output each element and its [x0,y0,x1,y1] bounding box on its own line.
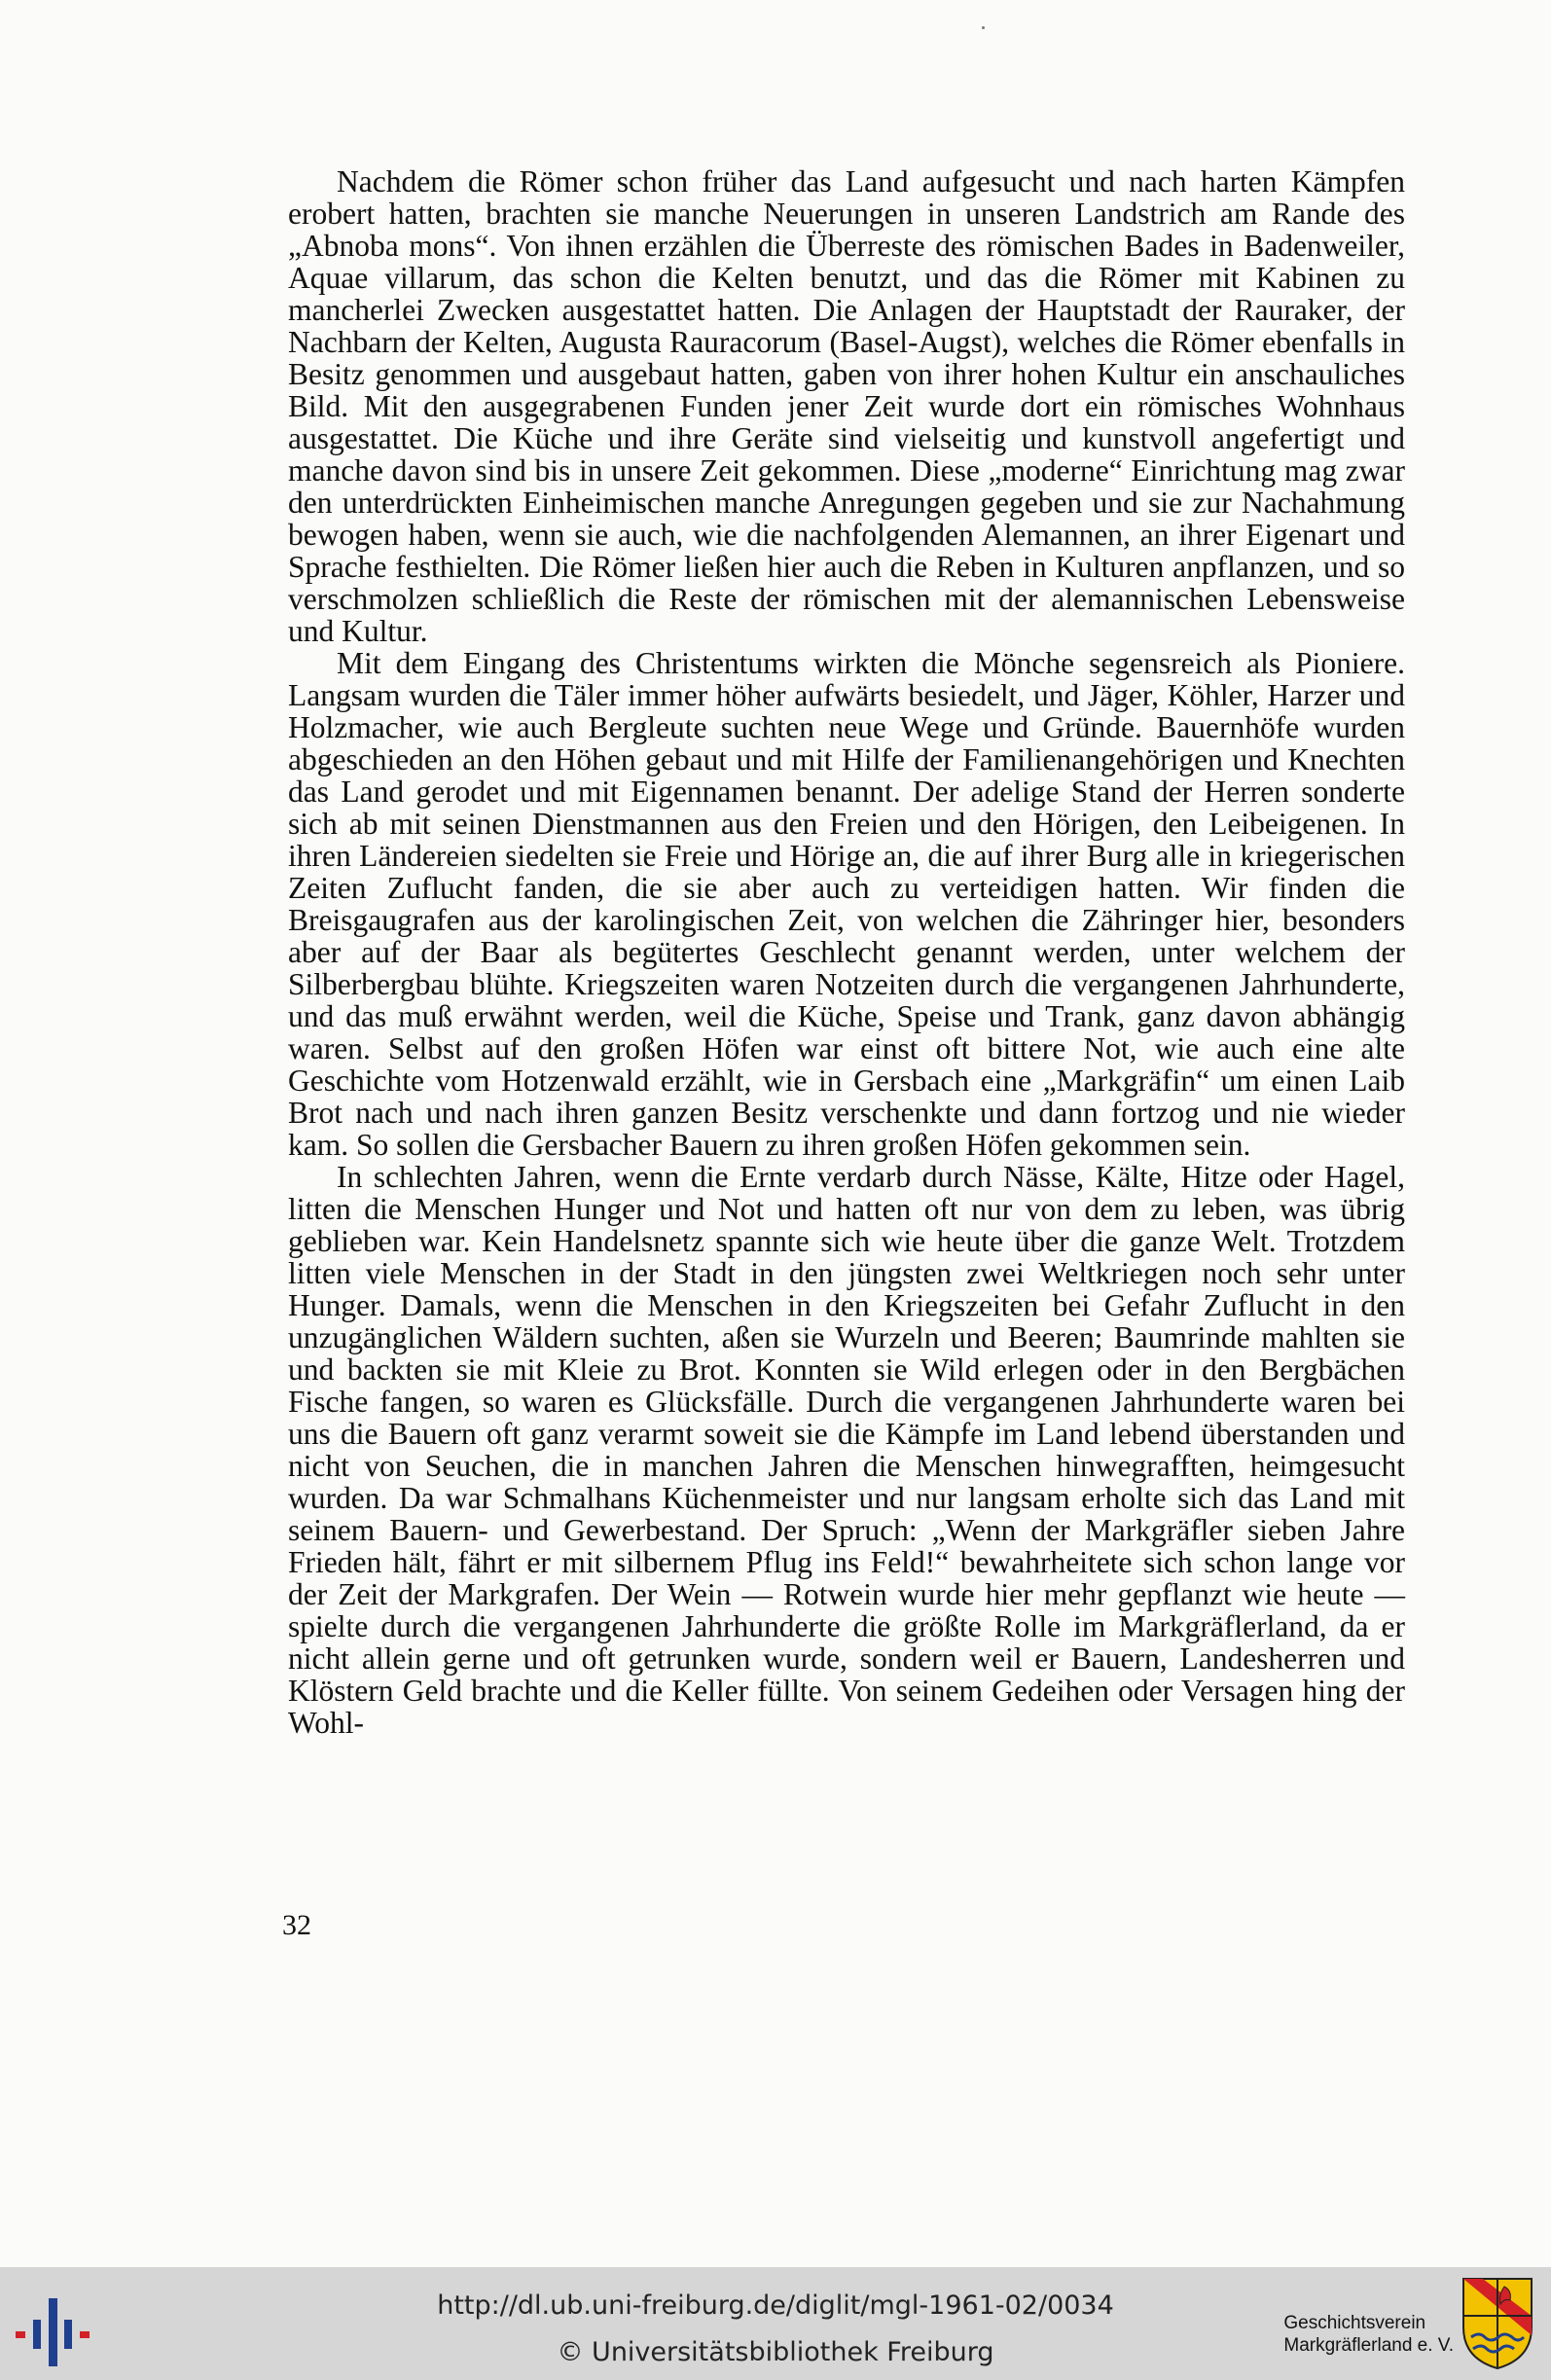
footer-bar [0,2267,1551,2380]
society-name[interactable] [1283,2312,1454,2357]
coat-of-arms-icon[interactable] [1461,2277,1533,2370]
paragraph-3: In schlechten Jahren, wenn die Ernte verdarb durch Nässe, Kälte, Hitze oder Hagel, litten die Menschen Hunger und Not und hatten oft nur von dem zu leben, was übrig geblieben war. Kein Handelsnetz spannte sich wie heute über die ganze Welt. Trotzdem litten viele Menschen in der Stadt in den jüngsten zwei Weltkriegen noch sehr unter Hunger. Damals, wenn die Menschen in den Kriegszeiten bei Gefahr Zuflucht in den unzugänglichen Wäldern suchten, aßen sie Wurzeln und Beeren; Baumrinde mahlten sie und backten sie mit Kleie zu Brot. Konnten sie Wild erlegen oder in den Bergbächen Fische fangen, so waren es Glücksfälle. Durch die vergangenen Jahrhunderte waren bei uns die Bauern oft ganz verarmt soweit sie die Kämpfe im Land lebend überstanden und nicht von Seuchen, die in manchen Jahren die Menschen hinwegrafften, heimgesucht wurden. Da war Schmalhans Küchenmeister und nur langsam erholte sich das Land mit seinem Bauern- und Gewerbestand. Der Spruch: „Wenn der Markgräfler sieben Jahre Frieden hält, fährt er mit silbernem Pflug ins Feld!“ bewahrheitete sich schon lange vor der Zeit der Markgrafen. Der Wein — Rotwein wurde hier mehr gepflanzt wie heute — spielte durch die vergangenen Jahrhunderte die größte Rolle im Markgräflerland, da er nicht allein gerne und oft getrunken wurde, sondern weil er Bauern, Landesherren und Klöstern Geld brachte und die Keller füllte. Von seinem Gedeihen oder Versagen hing der Wohl- [288,1160,1405,1740]
source-url-link[interactable]: http://dl.ub.uni-freiburg.de/diglit/mgl-1961-02/0034 [437,2290,1114,2321]
body-text [288,165,1405,1739]
copyright-text: © Universitätsbibliothek Freiburg [557,2337,994,2367]
society-line-2: Markgräflerland e. V. [1283,2335,1454,2356]
paragraph-1: Nachdem die Römer schon früher das Land aufgesucht und nach harten Kämpfen erobert hatten, brachten sie manche Neuerungen in unseren Landstrich am Rande des „Abnoba mons“. Von ihnen erzählen die Überreste des römischen Bades in Badenweiler, Aquae villarum, das schon die Kelten benutzt, und das die Römer mit Kabinen zu mancherlei Zwecken ausgestattet hatten. Die Anlagen der Hauptstadt der Rauraker, der Nachbarn der Kelten, Augusta Rauracorum (Basel-Augst), welches die Römer ebenfalls in Besitz genommen und ausgebaut hatten, gaben von ihrer hohen Kultur ein anschauliches Bild. Mit den ausgegrabenen Funden jener Zeit wurde dort ein römisches Wohnhaus ausgestattet. Die Küche und ihre Geräte sind vielseitig und kunstvoll angefertigt und manche davon sind bis in unsere Zeit gekommen. Diese „moderne“ Einrichtung mag zwar den unterdrückten Einheimischen manche Anregungen gegeben und sie zur Nachahmung bewogen haben, wenn sie auch, wie die nachfolgenden Alemannen, an ihrer Eigenart und Sprache festhielten. Die Römer ließen hier auch die Reben in Kulturen anpflanzen, und so verschmolzen schließlich die Reste der römischen mit der alemannischen Lebensweise und Kultur. [288,164,1405,648]
page-number: 32 [282,1909,311,1941]
society-line-1: Geschichtsverein [1283,2313,1426,2333]
paragraph-2: Mit dem Eingang des Christentums wirkten die Mönche segensreich als Pioniere. Langsam wurden die Täler immer höher aufwärts besiedelt, und Jäger, Köhler, Harzer und Holzmacher, wie auch Bergleute suchten neue Wege und Gründe. Bauernhöfe wurden abgeschieden an den Höhen gebaut und mit Hilfe der Familienangehörigen und Knechten das Land gerodet und mit Eigennamen benannt. Der adelige Stand der Herren sonderte sich ab mit seinen Dienstmannen aus den Freien und den Hörigen, den Leibeigenen. In ihren Ländereien siedelten sie Freie und Hörige an, die auf ihrer Burg alle in kriegerischen Zeiten Zuflucht fanden, die sie aber auch zu verteidigen hatten. Wir finden die Breisgaugrafen aus der karolingischen Zeit, von welchen die Zähringer hier, besonders aber auf der Baar als begütertes Geschlecht genannt werden, unter welchem der Silberbergbau blühte. Kriegszeiten waren Notzeiten durch die vergangenen Jahrhunderte, und das muß erwähnt werden, weil die Küche, Speise und Trank, ganz davon abhängig waren. Selbst auf den großen Höfen war einst oft bittere Not, wie auch eine alte Geschichte vom Hotzenwald erzählt, wie in Gersbach eine „Markgräfin“ um einen Laib Brot nach und nach ihren ganzen Besitz verschenkte und dann fortzog und nie wieder kam. So sollen die Gersbacher Bauern zu ihren großen Höfen gekommen sein. [288,646,1405,1162]
scan-dot [982,26,985,29]
